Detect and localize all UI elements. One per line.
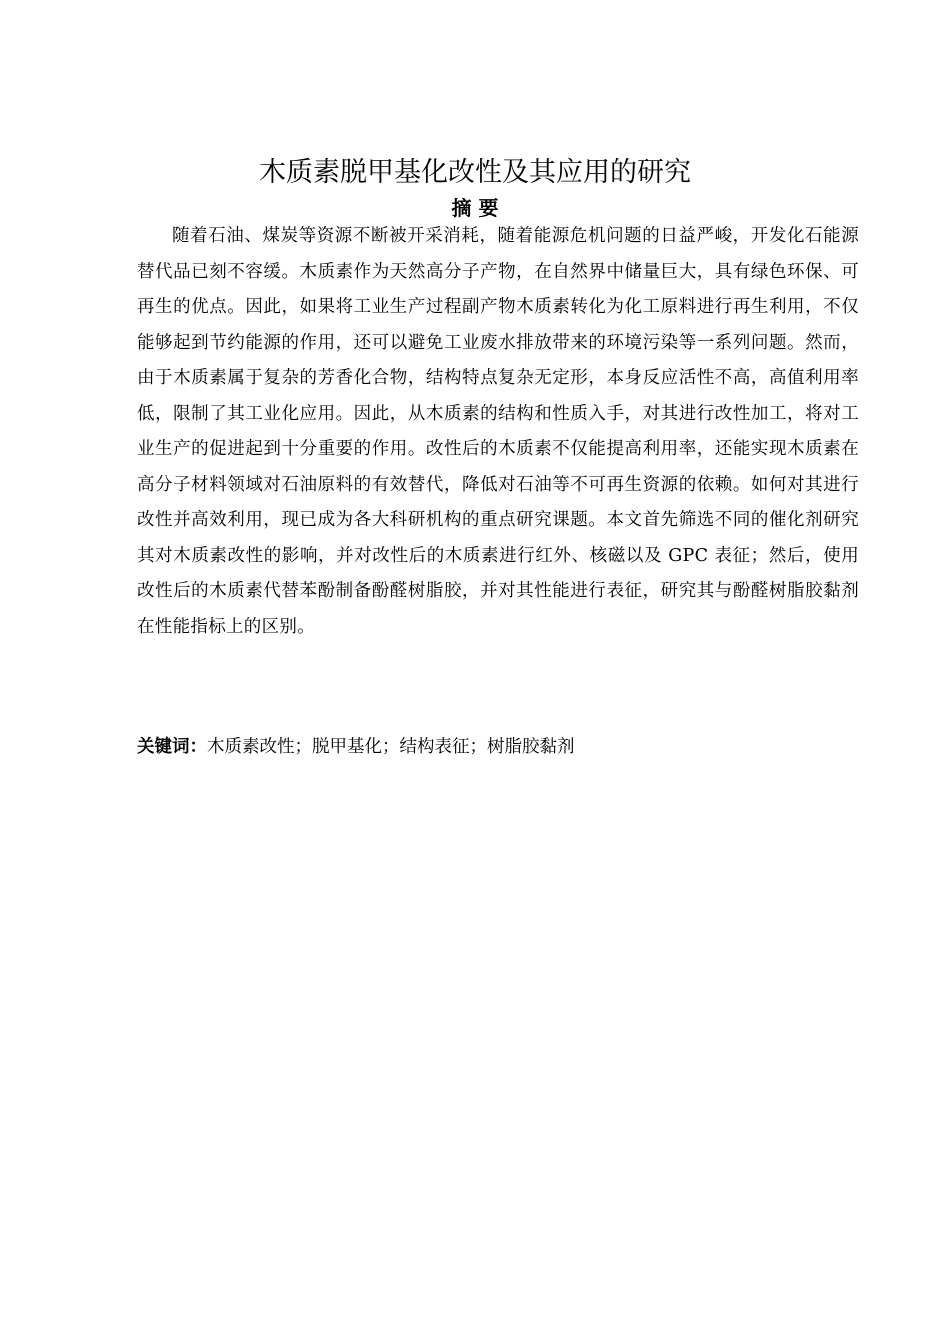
keywords-text: 木质素改性；脱甲基化；结构表征；树脂胶黏剂 (207, 737, 575, 757)
abstract-body: 随着石油、煤炭等资源不断被开采消耗，随着能源危机问题的日益严峻，开发化石能源替代品已刻不容缓。木质素作为天然高分子产物，在自然界中储量巨大，具有绿色环保、可再生的优点。因此，如果将工业生产过程副产物木质素转化为化工原料进行再生利用，不仅能够起到节约能源的作用，还可以避免工业废水排放带来的环境污染等一系列问题。然而，由于木质素属于复杂的芳香化合物，结构特点复杂无定形，本身反应活性不高，高值利用率低，限制了其工业化应用。因此，从木质素的结构和性质入手，对其进行改性加工，将对工业生产的促进起到十分重要的作用。改性后的木质素不仅能提高利用率，还能实现木质素在高分子材料领域对石油原料的有效替代，降低对石油等不可再生资源的依赖。如何对其进行改性并高效利用，现已成为各大科研机构的重点研究课题。本文首先筛选不同的催化剂研究其对木质素改性的影响，并对改性后的木质素进行红外、核磁以及 GPC 表征；然后，使用改性后的木质素代替苯酚制备酚醛树脂胶，并对其性能进行表征，研究其与酚醛树脂胶黏剂在性能指标上的区别。 (137, 226, 859, 637)
document-title: 木质素脱甲基化改性及其应用的研究 (259, 157, 691, 188)
abstract-heading: 摘 要 (451, 196, 499, 220)
keywords-line (137, 732, 859, 762)
keywords-label: 关键词： (137, 737, 207, 757)
